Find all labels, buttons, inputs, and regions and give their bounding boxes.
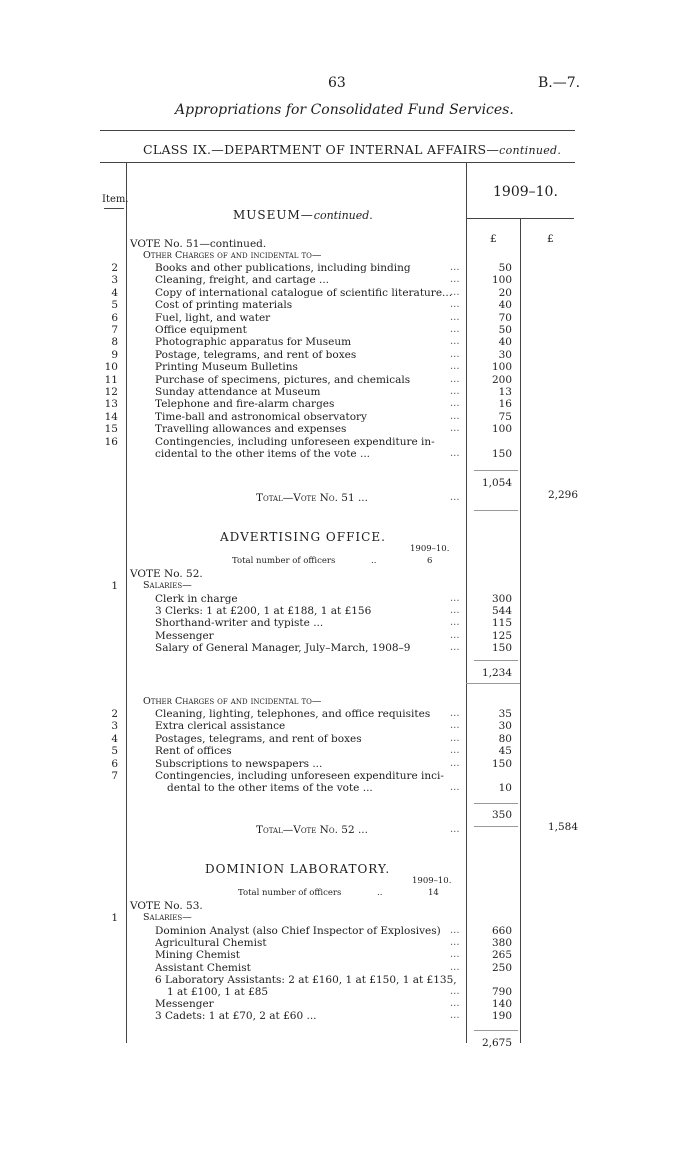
item-number: 7 [111,770,118,782]
line-item-amount: 50 [498,262,512,274]
item-number: 9 [111,348,118,361]
leader-dots: ... [450,448,460,459]
leader-dots: ... [450,311,460,323]
class-rule [100,162,575,163]
leader-dots: ... [450,720,460,732]
line-item-amount: 70 [498,311,512,324]
line-item-amount: 125 [491,629,512,642]
line-item-amount: 20 [498,286,512,299]
line-item-description: Cost of printing materials [155,299,293,312]
section-heading-laboratory: DOMINION LABORATORY. [205,862,391,876]
leader-dots: ... [450,732,460,744]
line-item-amount: 660 [491,925,512,937]
item-number: 2 [111,262,118,274]
leader-dots: ... [450,262,460,273]
item-number: 7 [111,324,118,336]
advertising-salary-subtotal: 1,234 [481,667,512,679]
line-item-amount: 100 [491,274,512,287]
line-item-description: Agricultural Chemist [155,937,267,950]
line-item-description: Photographic apparatus for Museum [155,336,352,349]
line-item-description: Contingencies, including unforeseen expenditure in- [155,435,435,448]
line-item-amount: 790 [491,986,512,998]
line-item-description: Postage, telegrams, and rent of boxes [155,348,357,361]
item-number: 4 [111,286,118,299]
line-item-amount: 30 [498,348,512,361]
item-number: 15 [104,423,118,436]
leader-dots: ... [450,641,460,653]
item-column-rule [126,163,127,1043]
line-item-description: Subscriptions to newspapers ... [155,757,323,770]
vote-52-total: 1,584 [547,821,578,833]
leader-dots: ... [450,998,460,1010]
leader-dots: ... [450,373,460,385]
line-item-amount: 45 [498,745,512,758]
line-item-amount: 35 [498,708,512,720]
leader-dots: ... [450,593,460,604]
line-item-amount: 265 [491,949,512,962]
leader-dots: ... [450,386,460,397]
line-item-description: Dominion Analyst (also Chief Inspector of Explosives) [155,925,441,937]
leader-dots: ... [450,336,460,348]
amount-column-rule [466,163,467,1043]
line-item-amount: 30 [498,720,512,733]
vote-52-total-label: Total—Vote No. 52 ... [256,824,368,836]
vote-51-label: VOTE No. 51—continued. [130,238,267,250]
subtotal-rule [474,660,518,661]
line-item-description: Clerk in charge [155,593,238,605]
leader-dots: ... [450,361,460,373]
item-number: 1 [111,580,118,592]
line-item-description: 6 Laboratory Assistants: 2 at £160, 1 at £150, 1 at £135, [155,973,457,986]
item-number: 6 [111,757,118,770]
line-item-amount: 100 [491,423,512,436]
line-item-amount: 190 [491,1010,512,1023]
item-number: 5 [111,745,118,758]
line-item-amount: 140 [491,998,512,1011]
item-number: 6 [111,311,118,324]
other-charges-heading: Other Charges of and incidental to— [143,250,322,261]
line-item-amount: 115 [491,617,512,630]
leader-dots: ... [450,299,460,311]
line-item-amount: 75 [498,410,512,423]
item-header-underline [104,208,124,209]
leader-dots: ... [450,410,460,422]
item-number: 13 [104,398,118,411]
leader-dots: ... [450,961,460,973]
line-item-amount: 200 [491,373,512,386]
item-number: 2 [111,708,118,720]
line-item-description: Purchase of specimens, pictures, and chemicals [155,373,411,386]
officers-label: Total number of officers [238,888,342,898]
year-label: 1909–10. [410,544,450,554]
line-item-description: Travelling allowances and expenses [155,423,347,436]
total-rule [474,510,518,511]
item-number: 5 [111,299,118,312]
vote-51-total-label: Total—Vote No. 51 ... [256,492,368,504]
other-charges-heading: Other Charges of and incidental to— [143,696,322,707]
line-item-amount: 150 [491,448,512,460]
line-item-description: Shorthand-writer and typiste ... [155,617,324,630]
line-item-description: Messenger [155,629,214,642]
line-item-amount: 250 [491,961,512,974]
line-item-description: Postages, telegrams, and rent of boxes [155,732,362,745]
subtotal-rule [466,683,520,684]
line-item-description: Telephone and fire-alarm charges [155,398,335,411]
line-item-description: Copy of international catalogue of scientific literature... [155,286,453,299]
line-item-description: Cleaning, freight, and cartage ... [155,274,330,287]
line-item-description: 1 at £100, 1 at £85 [167,986,269,998]
leader-dots: ... [450,708,460,719]
item-number: 4 [111,732,118,745]
line-item-description: Books and other publications, including binding [155,262,411,274]
officers-label: Total number of officers [232,556,336,566]
item-number: 3 [111,720,118,733]
line-item-description: Messenger [155,998,214,1011]
leader-dots: ... [450,745,460,757]
item-number: 12 [104,386,118,398]
item-number: 14 [104,410,118,423]
total-rule [474,826,518,827]
page-number: 63 [328,75,346,91]
leader-dots: ... [450,605,460,617]
leader-dots: ... [450,925,460,936]
section-heading-museum: MUSEUM—continued. [233,208,373,222]
line-item-amount: 100 [491,361,512,374]
leader-dots: ... [450,274,460,286]
line-item-amount: 10 [498,782,512,795]
line-item-description: Cleaning, lighting, telephones, and office requisites [155,708,431,720]
laboratory-subtotal: 2,675 [481,1037,512,1049]
line-item-description: Printing Museum Bulletins [155,361,298,374]
leader-dots: ... [450,757,460,769]
class-title: CLASS IX.—DEPARTMENT OF INTERNAL AFFAIRS—continued. [143,142,562,157]
line-item-amount: 50 [498,324,512,336]
leader-dots: ... [450,629,460,641]
line-item-amount: 13 [498,386,512,398]
salaries-heading: Salaries— [143,580,192,591]
advertising-other-subtotal: 350 [491,809,512,821]
leader-dots: ... [450,423,460,435]
leader-dots: ... [450,937,460,949]
line-item-amount: 150 [491,757,512,770]
line-item-description: 3 Clerks: 1 at £200, 1 at £188, 1 at £156 [155,605,372,618]
leader-dots: ... [450,286,460,298]
leader-dots: ... [450,986,460,997]
line-item-amount: 150 [491,641,512,654]
leader-dots: ... [450,398,460,410]
title-rule [100,130,575,131]
line-item-description: Sunday attendance at Museum [155,386,321,398]
year-label: 1909–10. [412,876,452,886]
line-item-amount: 80 [498,732,512,745]
officers-count: 6 [427,556,433,566]
leader-dots: ... [450,348,460,360]
line-item-amount: 544 [491,605,512,618]
subtotal-rule [474,803,518,804]
leader-dots: ... [450,617,460,629]
line-item-description: Contingencies, including unforeseen expenditure inci- [155,770,444,782]
subtotal-rule [474,470,518,471]
line-item-description: Extra clerical assistance [155,720,286,733]
section-heading-advertising: ADVERTISING OFFICE. [220,530,386,544]
pound-sign: £ [547,233,554,245]
item-number: 10 [104,361,118,374]
salaries-heading: Salaries— [143,912,192,923]
line-item-description: Rent of offices [155,745,232,758]
item-column-header: Item. [102,194,129,205]
line-item-amount: 40 [498,336,512,349]
line-item-amount: 16 [498,398,512,411]
year-column-header: 1909–10. [493,184,558,200]
subtotal-rule [474,1030,518,1031]
item-number: 8 [111,336,118,349]
line-item-description: Mining Chemist [155,949,240,962]
line-item-amount: 380 [491,937,512,950]
line-item-description: Assistant Chemist [155,961,251,974]
pounds-column-rule [520,218,521,1043]
line-item-description: Time-ball and astronomical observatory [155,410,367,423]
line-item-amount: 40 [498,299,512,312]
leader-dots: ... [450,949,460,961]
item-number: 11 [104,373,118,386]
leader-dots: ... [450,324,460,335]
line-item-description: dental to the other items of the vote ... [167,782,373,795]
vote-52-label: VOTE No. 52. [130,568,203,580]
item-number: 1 [111,912,118,924]
line-item-description: cidental to the other items of the vote ... [155,448,370,460]
pound-sign: £ [490,233,497,245]
line-item-description: 3 Cadets: 1 at £70, 2 at £60 ... [155,1010,317,1023]
vote-51-total: 2,296 [547,489,578,501]
vote-53-label: VOTE No. 53. [130,900,203,912]
leader-dots: ... [450,1010,460,1022]
line-item-description: Fuel, light, and water [155,311,271,324]
item-number: 16 [104,435,118,448]
museum-subtotal: 1,054 [481,477,512,489]
document-reference: B.—7. [538,75,581,91]
line-item-amount: 300 [491,593,512,605]
line-item-description: Salary of General Manager, July–March, 1908–9 [155,641,411,654]
leader-dots: ... [450,782,460,794]
item-number: 3 [111,274,118,287]
year-header-rule [466,218,574,219]
page-title: Appropriations for Consolidated Fund Services. [175,102,514,118]
officers-count: 14 [428,888,439,898]
line-item-description: Office equipment [155,324,247,336]
